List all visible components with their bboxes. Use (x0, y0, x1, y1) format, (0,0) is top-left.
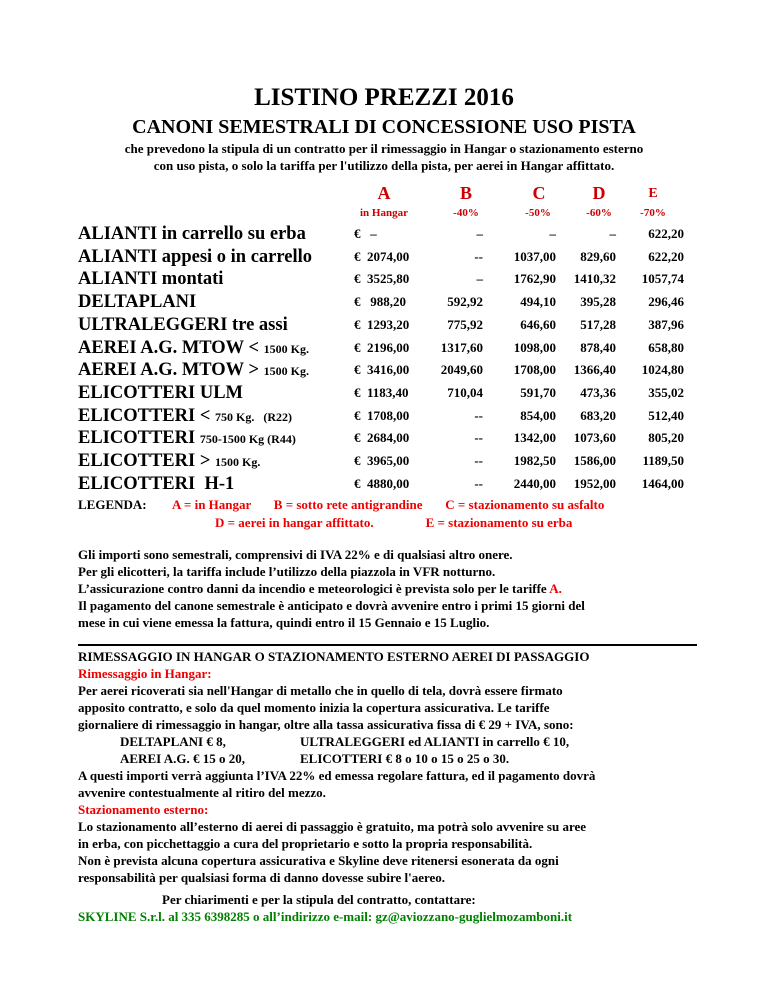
row-label (78, 382, 243, 404)
col-sub-b: -40% (453, 207, 479, 219)
price-cell: 1762,90 (513, 271, 556, 286)
hangar-line-3: giornaliere di rimessaggio in hangar, oltre alla tassa assicurativa fissa di € 29 + IVA, sono: (78, 717, 574, 732)
row-label-text: DELTAPLANI (78, 292, 197, 312)
price-cell: 683,20 (580, 408, 616, 423)
price-cell: -- (474, 453, 483, 468)
note-3-text: L’assicurazione contro danni da incendio e meteorologici è prevista solo per le tariffe (78, 581, 550, 596)
price-cell: -- (474, 408, 483, 423)
row-label-detail: 750-1500 Kg (R44) (199, 432, 296, 446)
tariff-2-left: AEREI A.G. € 15 o 20, (120, 751, 245, 766)
row-label-text: AEREI A.G. MTOW > (78, 360, 264, 380)
external-line-1: Lo stazionamento all’esterno di aerei di passaggio è gratuito, ma potrà solo avvenire su aree (78, 819, 587, 834)
intro-line-1: che prevedono la stipula di un contratto per il rimessaggio in Hangar o stazionamento esterno (124, 141, 644, 156)
price-cell: 2049,60 (440, 362, 483, 377)
price-cell: 1317,60 (440, 340, 483, 355)
row-label-text: ALIANTI in carrello su erba (78, 224, 306, 244)
price-cell: 710,04 (447, 385, 483, 400)
price-cell: 517,28 (580, 317, 616, 332)
external-line-4: responsabilità per qualsiasi forma di danno dovesse subire l'aereo. (78, 870, 446, 885)
price-cell: -- (474, 249, 483, 264)
price-cell: 1342,00 (513, 430, 556, 445)
note-2: Per gli elicotteri, la tariffa include l’utilizzo della piazzola in VFR notturno. (78, 564, 496, 579)
hangar-title: Rimessaggio in Hangar: (78, 666, 212, 681)
price-cell: 1073,60 (573, 430, 616, 445)
price-cell: 1708,00 (513, 362, 556, 377)
price-cell: 591,70 (520, 385, 556, 400)
price-cell: € 2074,00 (354, 249, 410, 264)
note-5: mese in cui viene emessa la fattura, quindi entro il 15 Gennaio e 15 Luglio. (78, 615, 490, 630)
price-cell: – (609, 226, 616, 241)
price-cell: 1982,50 (513, 453, 556, 468)
row-label (78, 268, 223, 290)
price-cell: 622,20 (648, 249, 684, 264)
row-label-text: ELICOTTERI < (78, 406, 215, 426)
row-label-detail: 1500 Kg. (263, 342, 309, 356)
price-cell: € 988,20 (354, 294, 406, 309)
price-cell: – (549, 226, 556, 241)
row-label (78, 337, 309, 360)
price-cell: 775,92 (447, 317, 483, 332)
legend-line-1: A = in Hangar B = sotto rete antigrandine C = stazionamento su asfalto (172, 497, 605, 512)
price-cell: € 1183,40 (354, 385, 409, 400)
tariff-1-left: DELTAPLANI € 8, (120, 734, 226, 749)
row-label-text: AEREI A.G. MTOW < (78, 338, 264, 358)
price-cell: 355,02 (648, 385, 684, 400)
row-label-detail: 750 Kg. (R22) (215, 410, 292, 424)
price-cell: € 3416,00 (354, 362, 410, 377)
price-cell: 829,60 (580, 249, 616, 264)
external-title: Stazionamento esterno: (78, 802, 209, 817)
col-sub-d: -60% (586, 207, 612, 219)
hangar-line-2: apposito contratto, e solo da quel momento inizia la copertura assicurativa. Le tariffe (78, 700, 550, 715)
row-label-text: ALIANTI appesi o in carrello (78, 247, 313, 267)
price-cell: € 4880,00 (354, 476, 410, 491)
col-header-c: C (532, 183, 546, 203)
tariff-1-right: ULTRALEGGERI ed ALIANTI in carrello € 10, (300, 734, 570, 749)
price-cell: 473,36 (580, 385, 616, 400)
price-cell: € 2196,00 (354, 340, 410, 355)
price-cell: 878,40 (580, 340, 616, 355)
legend-label: LEGENDA: (78, 497, 147, 512)
price-cell: 592,92 (447, 294, 483, 309)
price-cell: 1952,00 (573, 476, 616, 491)
price-cell: 622,20 (648, 226, 684, 241)
row-label (78, 246, 312, 268)
price-cell: 646,60 (520, 317, 556, 332)
row-label-text: ELICOTTERI > (78, 451, 215, 471)
col-header-a: A (377, 183, 391, 203)
section-divider (78, 644, 697, 646)
price-cell: € 1708,00 (354, 408, 410, 423)
note-4: Il pagamento del canone semestrale è anticipato e dovrà avvenire entro i primi 15 giorni del (78, 598, 585, 613)
price-cell: 1037,00 (513, 249, 556, 264)
col-sub-c: -50% (525, 207, 551, 219)
price-cell: 494,10 (520, 294, 556, 309)
price-cell: € 1293,20 (354, 317, 410, 332)
col-sub-a: in Hangar (360, 207, 408, 219)
price-cell: 1366,40 (573, 362, 616, 377)
row-label (78, 405, 292, 428)
row-label (78, 314, 288, 336)
row-label-text: ELICOTTERI H-1 (78, 474, 235, 494)
col-sub-e: -70% (640, 207, 666, 219)
price-cell: 387,96 (648, 317, 684, 332)
price-cell: – (476, 226, 483, 241)
row-label-text: ELICOTTERI (78, 428, 200, 448)
price-cell: 1024,80 (641, 362, 684, 377)
price-cell: 658,80 (648, 340, 684, 355)
price-cell: 1586,00 (573, 453, 616, 468)
row-label-detail: 1500 Kg. (263, 364, 309, 378)
price-cell: -- (474, 430, 483, 445)
contact-line-1: Per chiarimenti e per la stipula del contratto, contattare: (162, 892, 476, 907)
price-cell: 1189,50 (642, 453, 684, 468)
col-header-e: E (648, 186, 658, 201)
external-line-2: in erba, con picchettaggio a cura del proprietario e sotto la propria responsabilità. (78, 836, 533, 851)
note-3-letter: A. (549, 581, 562, 596)
price-cell: 1057,74 (641, 271, 684, 286)
row-label-text: ELICOTTERI ULM (78, 383, 243, 403)
row-label (78, 223, 306, 245)
contact-line-2: SKYLINE S.r.l. al 335 6398285 o all’indirizzo e-mail: gz@aviozzano-guglielmozamboni.it (78, 909, 573, 924)
external-line-3: Non è prevista alcuna copertura assicurativa e Skyline deve ritenersi esonerata da ogni (78, 853, 559, 868)
price-cell: 1464,00 (641, 476, 684, 491)
price-cell: € 2684,00 (354, 430, 410, 445)
hangar-line-1: Per aerei ricoverati sia nell'Hangar di metallo che in quello di tela, dovrà essere firmato (78, 683, 563, 698)
note-3 (78, 580, 562, 597)
price-cell: 395,28 (580, 294, 616, 309)
col-header-d: D (592, 183, 606, 203)
price-cell: -- (474, 476, 483, 491)
col-header-b: B (459, 183, 472, 203)
price-cell: 2440,00 (513, 476, 556, 491)
row-label (78, 450, 260, 473)
price-cell: 1098,00 (513, 340, 556, 355)
iva-line-2: avvenire contestualmente al ritiro del mezzo. (78, 785, 326, 800)
price-cell: 854,00 (520, 408, 556, 423)
price-cell: 512,40 (648, 408, 684, 423)
price-cell: 805,20 (648, 430, 684, 445)
section2-heading: RIMESSAGGIO IN HANGAR O STAZIONAMENTO ESTERNO AEREI DI PASSAGGIO (78, 649, 590, 664)
page-subtitle: CANONI SEMESTRALI DI CONCESSIONE USO PISTA (132, 116, 636, 138)
note-1: Gli importi sono semestrali, comprensivi di IVA 22% e di qualsiasi altro onere. (78, 547, 513, 562)
page-title: LISTINO PREZZI 2016 (254, 84, 514, 111)
iva-line-1: A questi importi verrà aggiunta l’IVA 22% ed emessa regolare fattura, ed il pagamento dovrà (78, 768, 596, 783)
price-cell: 1410,32 (573, 271, 616, 286)
intro-line-2: con uso pista, o solo la tariffa per l'utilizzo della pista, per aerei in Hangar affittato. (153, 158, 615, 173)
row-label (78, 427, 296, 450)
row-label-text: ALIANTI montati (78, 269, 224, 289)
row-label (78, 291, 196, 313)
row-label-detail: 1500 Kg. (215, 455, 261, 469)
price-cell: – (476, 271, 483, 286)
tariff-2-right: ELICOTTERI € 8 o 10 o 15 o 25 o 30. (300, 751, 510, 766)
row-label-text: ULTRALEGGERI tre assi (78, 315, 288, 335)
row-label (78, 473, 234, 495)
price-cell: € 3525,80 (354, 271, 410, 286)
legend-line-2: D = aerei in hangar affittato. E = stazionamento su erba (215, 515, 573, 530)
price-cell: € – (354, 226, 377, 241)
price-cell: 296,46 (648, 294, 684, 309)
price-cell: € 3965,00 (354, 453, 410, 468)
row-label (78, 359, 309, 382)
